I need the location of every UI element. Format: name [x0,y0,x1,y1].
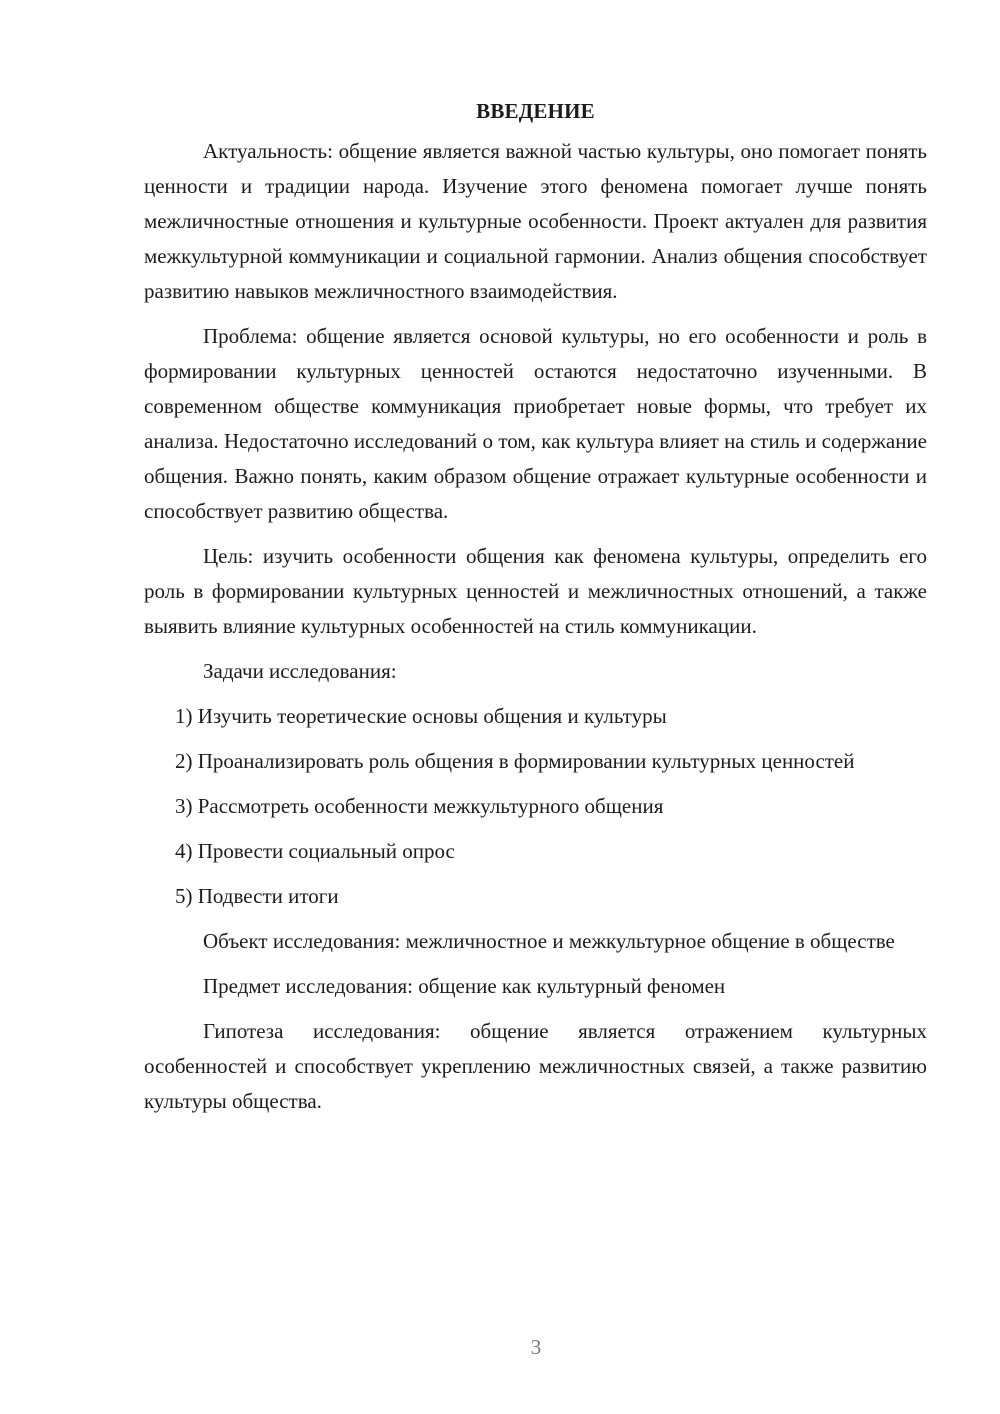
page-title: ВВЕДЕНИЕ [476,99,595,123]
task-list-item: 1) Изучить теоретические основы общения и культуры [175,704,667,728]
task-list-item: 2) Проанализировать роль общения в формировании культурных ценностей [175,749,855,773]
hypothesis-paragraph: Гипотеза исследования: общение является отражением культурных особенностей и способствует укреплению межличностных связей, а также развитию культуры общества. [144,1019,927,1113]
relevance-paragraph: Актуальность: общение является важной частью культуры, оно помогает понять ценности и традиции народа. Изучение этого феномена помогает лучше понять межличностные отношения и культурные особенности. Проект актуален для развития межкультурной коммуникации и социальной гармонии. Анализ общения способствует развитию навыков межличностного взаимодействия. [144,139,927,303]
object-paragraph: Объект исследования: межличностное и межкультурное общение в обществе [203,929,895,953]
goal-paragraph: Цель: изучить особенности общения как феномена культуры, определить его роль в формировании культурных ценностей и межличностных отношений, а также выявить влияние культурных особенностей на стиль коммуникации. [144,544,927,638]
subject-paragraph: Предмет исследования: общение как культурный феномен [203,974,726,998]
document-page [144,94,927,1129]
page-number: 3 [530,1335,542,1359]
task-list-item: 4) Провести социальный опрос [175,839,455,863]
task-list-item: 5) Подвести итоги [175,884,339,908]
task-list-item: 3) Рассмотреть особенности межкультурного общения [175,794,664,818]
tasks-heading: Задачи исследования: [203,659,397,683]
problem-paragraph: Проблема: общение является основой культуры, но его особенности и роль в формировании культурных ценностей остаются недостаточно изученными. В современном обществе коммуникация приобретает новые формы, что требует их анализа. Недостаточно исследований о том, как культура влияет на стиль и содержание общения. Важно понять, каким образом общение отражает культурные особенности и способствует развитию общества. [144,324,927,523]
